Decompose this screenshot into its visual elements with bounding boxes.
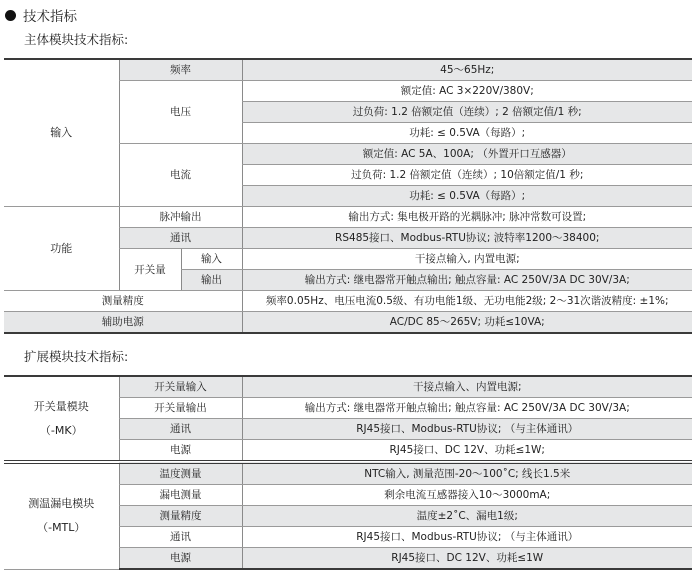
mk-label: 开关量输入 xyxy=(119,376,242,398)
mtl-label: 电源 xyxy=(119,548,242,570)
section-title: 技术指标 xyxy=(23,9,77,25)
row-value-comm: RS485接口、Modbus-RTU协议; 波特率1200～38400; xyxy=(242,228,692,249)
table-row xyxy=(4,207,692,228)
row-label-pulse: 脉冲输出 xyxy=(119,207,242,228)
section-heading xyxy=(5,5,77,25)
mtl-value: RJ45接口、DC 12V、功耗≤1W xyxy=(242,548,692,570)
row-label-switch: 开关量 xyxy=(119,249,181,291)
row-value-current-power: 功耗: ≤ 0.5VA（每路）; xyxy=(242,186,692,207)
mtl-value: RJ45接口、Modbus-RTU协议; （与主体通讯） xyxy=(242,527,692,548)
mtl-value: NTC输入, 测量范围-20～100˚C; 线长1.5米 xyxy=(242,462,692,485)
mtl-value: 剩余电流互感器接入10～3000mA; xyxy=(242,485,692,506)
row-label-aux-power: 辅助电源 xyxy=(4,312,242,334)
mtl-label: 测量精度 xyxy=(119,506,242,527)
mk-label: 开关量输出 xyxy=(119,398,242,419)
row-label-comm: 通讯 xyxy=(119,228,242,249)
group-function: 功能 xyxy=(4,207,119,291)
row-label-switch-input: 输入 xyxy=(181,249,242,270)
ext-spec-table xyxy=(4,375,692,570)
row-value-current-overload: 过负荷: 1.2 倍额定值（连续）; 10倍额定值/1 秒; xyxy=(242,165,692,186)
table-row xyxy=(4,291,692,312)
row-value-current-rated: 额定值: AC 5A、100A; （外置开口互感器） xyxy=(242,144,692,165)
table-row xyxy=(4,59,692,81)
mk-value: RJ45接口、Modbus-RTU协议; （与主体通讯） xyxy=(242,419,692,440)
module-mk-name: 开关量模块 xyxy=(33,399,89,413)
mk-label: 通讯 xyxy=(119,419,242,440)
mtl-label: 温度测量 xyxy=(119,462,242,485)
module-mtl-code: （-MTL） xyxy=(37,521,86,535)
mk-value: RJ45接口、DC 12V、功耗≤1W; xyxy=(242,440,692,463)
mtl-label: 通讯 xyxy=(119,527,242,548)
mk-label: 电源 xyxy=(119,440,242,463)
mtl-label: 漏电测量 xyxy=(119,485,242,506)
mtl-value: 温度±2˚C、漏电1级; xyxy=(242,506,692,527)
row-label-accuracy: 测量精度 xyxy=(4,291,242,312)
row-value-frequency: 45～65Hz; xyxy=(242,59,692,81)
row-value-voltage-power: 功耗: ≤ 0.5VA（每路）; xyxy=(242,123,692,144)
group-input: 输入 xyxy=(4,59,119,207)
row-value-switch-input: 干接点输入, 内置电源; xyxy=(242,249,692,270)
row-value-switch-output: 输出方式: 继电器常开触点输出; 触点容量: AC 250V/3A DC 30V/3A; xyxy=(242,270,692,291)
ext-spec-subtitle: 扩展模块技术指标: xyxy=(24,349,129,364)
table-row xyxy=(4,462,692,485)
row-value-pulse: 输出方式: 集电极开路的光耦脉冲; 脉冲常数可设置; xyxy=(242,207,692,228)
module-mtl-name: 测温漏电模块 xyxy=(28,497,95,511)
row-value-accuracy: 频率0.05Hz、电压电流0.5级、有功电能1级、无功电能2级; 2～31次谐波精度: ±1%; xyxy=(242,291,692,312)
row-value-voltage-rated: 额定值: AC 3×220V/380V; xyxy=(242,81,692,102)
row-label-current: 电流 xyxy=(119,144,242,207)
row-label-switch-output: 输出 xyxy=(181,270,242,291)
mk-value: 输出方式: 继电器常开触点输出; 触点容量: AC 250V/3A DC 30V/3A; xyxy=(242,398,692,419)
module-mk-code: （-MK） xyxy=(39,423,83,437)
row-value-aux-power: AC/DC 85～265V; 功耗≤10VA; xyxy=(242,312,692,334)
filled-circle-icon xyxy=(5,10,16,21)
table-row xyxy=(4,376,692,398)
module-mk xyxy=(4,376,119,462)
module-mtl xyxy=(4,462,119,569)
mk-value: 干接点输入、内置电源; xyxy=(242,376,692,398)
row-label-frequency: 频率 xyxy=(119,59,242,81)
row-label-voltage: 电压 xyxy=(119,81,242,144)
table-row xyxy=(4,312,692,334)
main-spec-subtitle: 主体模块技术指标: xyxy=(24,32,129,47)
row-value-voltage-overload: 过负荷: 1.2 倍额定值（连续）; 2 倍额定值/1 秒; xyxy=(242,102,692,123)
main-spec-table xyxy=(4,58,692,334)
